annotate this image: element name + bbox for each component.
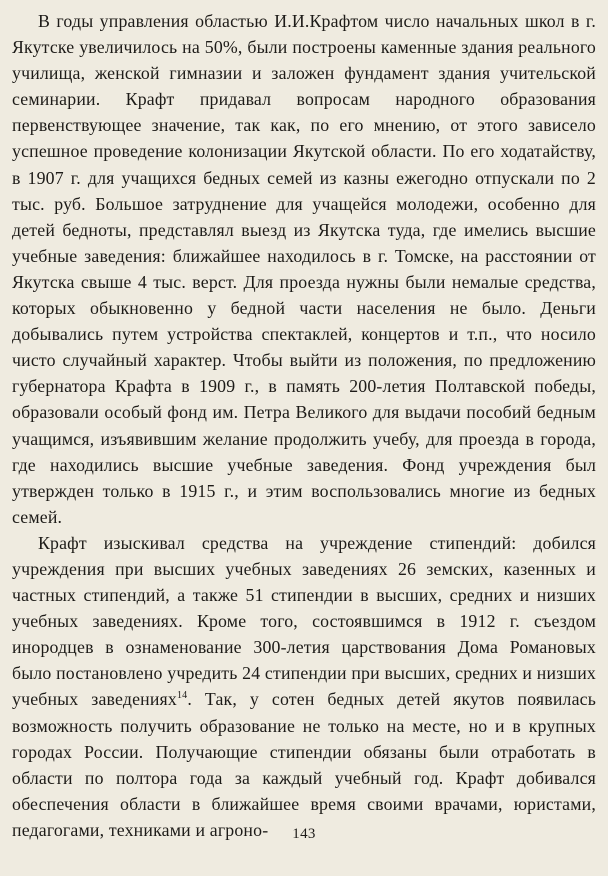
footnote-reference: 14 [176,690,188,702]
paragraph-education-schools: В годы управления областью И.И.Крафтом число начальных школ в г. Якутске увеличилось на 50%, были построены каменные здания реального училища, женской гимназии и заложен фундамент здания учительской семинарии. Крафт придавал вопросам народного образования первенствующее значение, так как, по его мнению, от этого зависело успешное проведение колонизации Якутской области. По его ходатайству, в 1907 г. для учащихся бедных семей из казны ежегодно отпускали по 2 тыс. руб. Большое затруднение для учащейся молодежи, особенно для детей бедноты, представлял выезд из Якутска туда, где имелись высшие учебные заведения: ближайшее находилось в г. Томске, на расстоянии от Якутска свыше 4 тыс. верст. Для проезда нужны были немалые средства, которых обыкновенно у бедной части населения не было. Деньги добывались путем устройства спектаклей, концертов и т.п., что носило чисто случайный характер. Чтобы выйти из положения, по предложению губернатора Крафта в 1909 г., в память 200-летия Полтавской победы, образовали особый фонд им. Петра Великого для выдачи пособий бедным учащимся, изъявившим желание продолжить учебу, для проезда в города, где находились высшие учебные заведения. Фонд учреждения был утвержден только в 1915 г., и этим воспользовались многие из бедных семей. [12,11,596,527]
paragraph-scholarships-text: Крафт изыскивал средства на учреждение стипендий: добился учреждения при высших учебных заведениях 26 земских, казенных и частных стипендий, а также 51 стипендии в высших, средних и низших учебных заведениях. Кроме того, состоявшимся в 1912 г. съездом инородцев в ознаменование 300-летия царствования Дома Романовых было постановлено учредить 24 стипендии при высших, средних и низших учебных заведениях [12,532,596,710]
paragraph-scholarships-continuation: . Так, у сотен бедных детей якутов появилась возможность получить образование не только на месте, но и в крупных городах России. Получающие стипендии обязаны были отработать в области по полтора года за каждый учебный год. Крафт добивался обеспечения области в ближайшее время своими врачами, юристами, педагогами, техниками и агроно- [12,689,596,840]
page-number: 143 [292,826,316,842]
paragraph-scholarships [12,530,596,843]
